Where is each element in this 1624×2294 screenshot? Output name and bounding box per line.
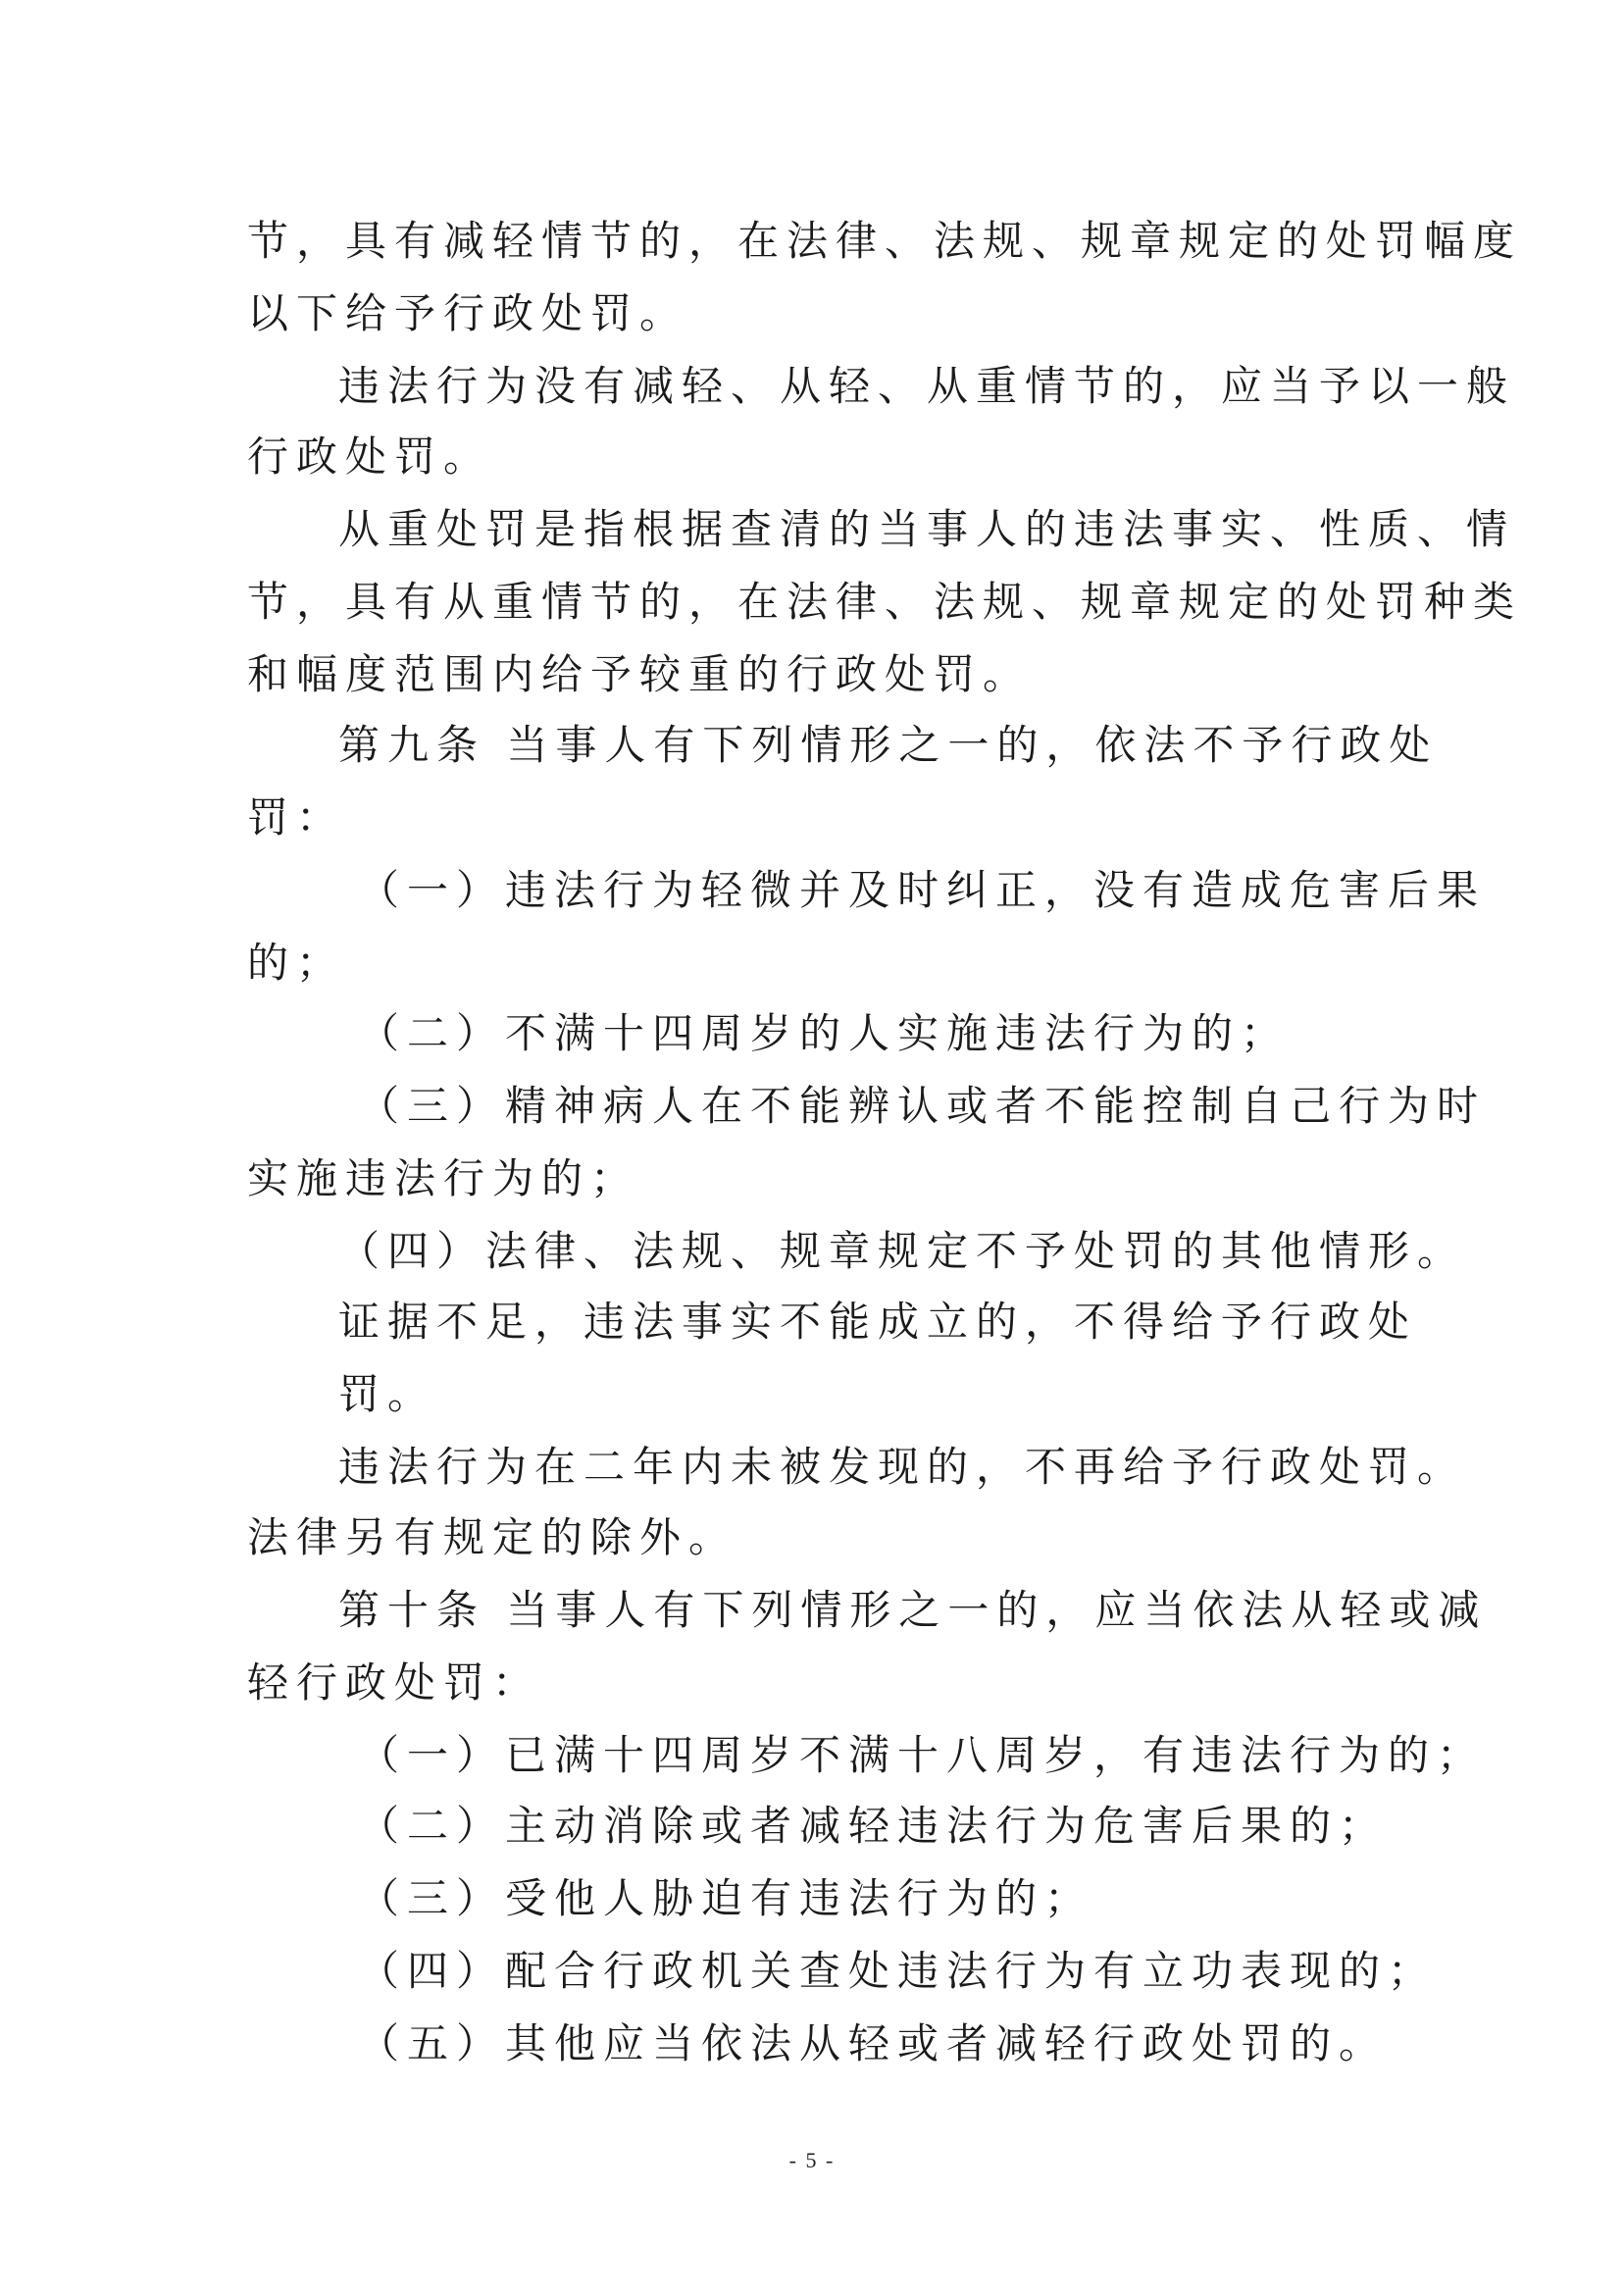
text-line: 和幅度范围内给予较重的行政处罚。 — [247, 650, 1033, 698]
page-number: - 5 - — [788, 2148, 836, 2172]
list-item: （二）主动消除或者减轻违法行为危害后果的； — [358, 1802, 1389, 1850]
list-item: （四）配合行政机关查处违法行为有立功表现的； — [358, 1947, 1438, 1995]
text-line: 实施违法行为的； — [247, 1154, 640, 1202]
text-line: 轻行政处罚： — [247, 1658, 542, 1707]
text-line: 节，具有减轻情节的，在法律、法规、规章规定的处罚幅度 — [247, 217, 1523, 265]
text-line: 证据不足，违法事实不能成立的，不得给予行政处 — [338, 1298, 1418, 1346]
text-line: 以下给予行政处罚。 — [247, 289, 689, 337]
list-item: （二）不满十四周岁的人实施违法行为的； — [358, 1009, 1291, 1057]
list-item: （一）已满十四周岁不满十八周岁，有违法行为的； — [358, 1731, 1487, 1779]
text-line: 罚。 — [338, 1370, 437, 1418]
list-item: （三）受他人胁迫有违法行为的； — [358, 1874, 1094, 1922]
article-heading: 第十条 当事人有下列情形之一的，应当依法从轻或减 — [338, 1586, 1488, 1634]
text-line: 从重处罚是指根据查清的当事人的违法事实、性质、情 — [338, 505, 1516, 553]
list-item: （一）违法行为轻微并及时纠正，没有造成危害后果 — [358, 866, 1487, 914]
list-item: （三）精神病人在不能辨认或者不能控制自己行为时 — [358, 1082, 1487, 1130]
text-line: 法律另有规定的除外。 — [247, 1513, 738, 1561]
text-line: 违法行为没有减轻、从轻、从重情节的，应当予以一般 — [338, 362, 1516, 410]
article-heading: 第九条 当事人有下列情形之一的，依法不予行政处 — [338, 721, 1439, 769]
text-line: 罚： — [247, 793, 346, 841]
list-item: （四）法律、法规、规章规定不予处罚的其他情形。 — [338, 1227, 1467, 1275]
text-line: 违法行为在二年内未被发现的，不再给予行政处罚。 — [338, 1443, 1467, 1491]
list-item: （五）其他应当依法从轻或者减轻行政处罚的。 — [358, 2019, 1389, 2067]
text-line: 节，具有从重情节的，在法律、法规、规章规定的处罚种类 — [247, 578, 1523, 626]
text-line: 行政处罚。 — [247, 433, 493, 481]
text-line: 的； — [247, 939, 346, 987]
